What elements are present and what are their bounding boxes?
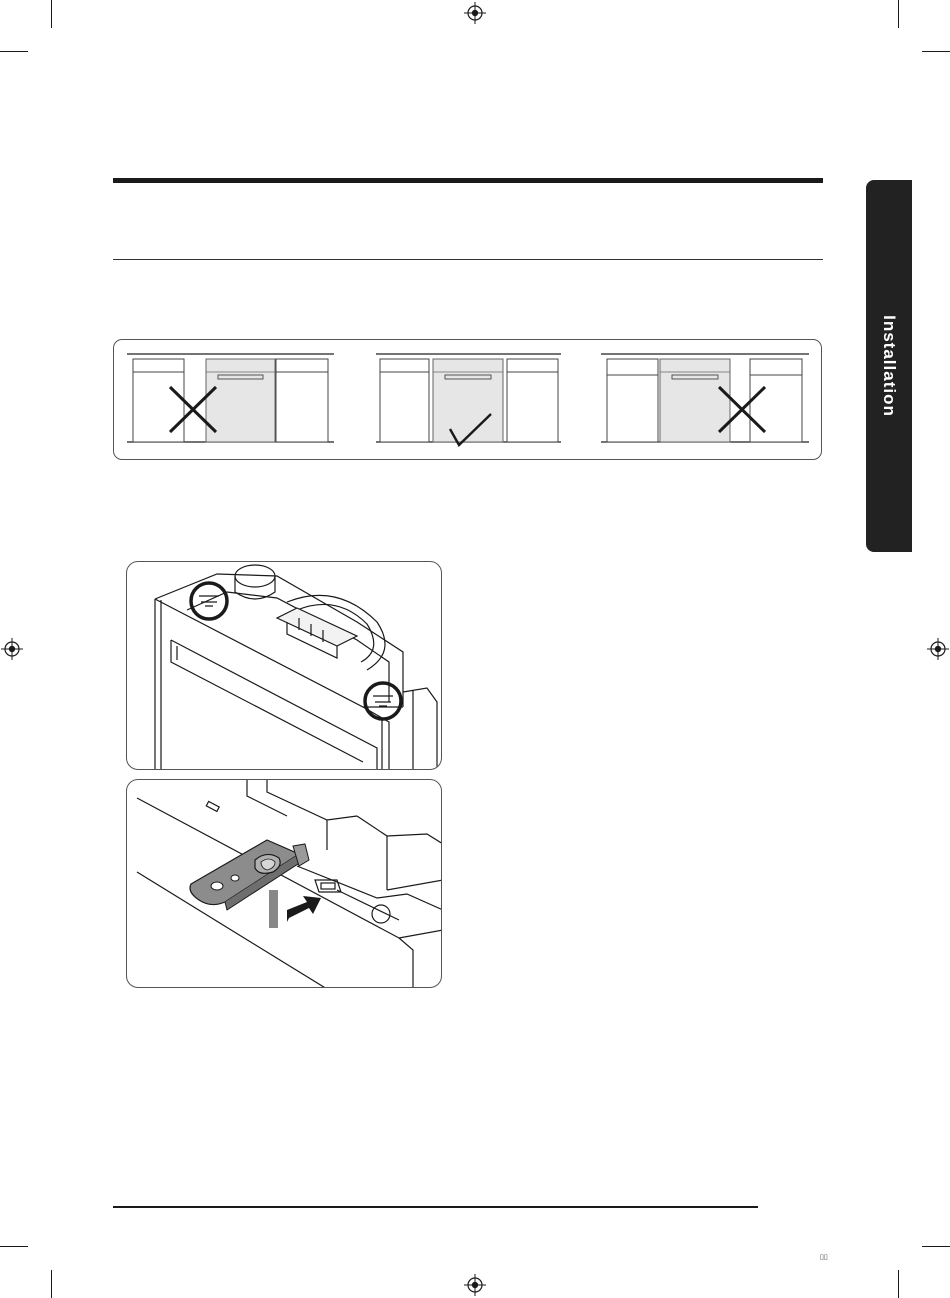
crop-mark: [898, 1270, 899, 1298]
crop-mark: [922, 1246, 950, 1247]
alignment-figure: [113, 339, 822, 460]
bracket-slot-marker: [365, 683, 401, 719]
page-number: ▯▯: [820, 1254, 828, 1261]
footer-rule: [113, 1206, 758, 1208]
bracket-location-illustration: [126, 561, 442, 770]
insert-direction-arrow-icon: [269, 890, 321, 928]
crop-mark: [0, 51, 28, 52]
crop-mark: [898, 0, 899, 28]
alignment-correct-flush: [376, 354, 561, 445]
registration-mark-icon: [464, 2, 486, 24]
mounting-bracket: [190, 840, 309, 910]
registration-mark-icon: [1, 638, 23, 660]
crop-mark: [51, 1270, 52, 1298]
registration-mark-icon: [464, 1274, 486, 1296]
heading-rule: [113, 178, 823, 183]
subheading-rule: [113, 259, 823, 260]
crop-mark: [51, 0, 52, 28]
crop-mark: [922, 51, 950, 52]
bracket-install-illustration: [126, 779, 442, 988]
section-tab-label: Installation: [880, 315, 899, 417]
bracket-slot-marker: [191, 583, 227, 619]
registration-mark-icon: [927, 638, 949, 660]
alignment-incorrect-protruding: [601, 354, 809, 442]
alignment-incorrect-recessed: [127, 354, 334, 442]
crop-mark: [0, 1246, 28, 1247]
section-tab: [866, 180, 912, 552]
